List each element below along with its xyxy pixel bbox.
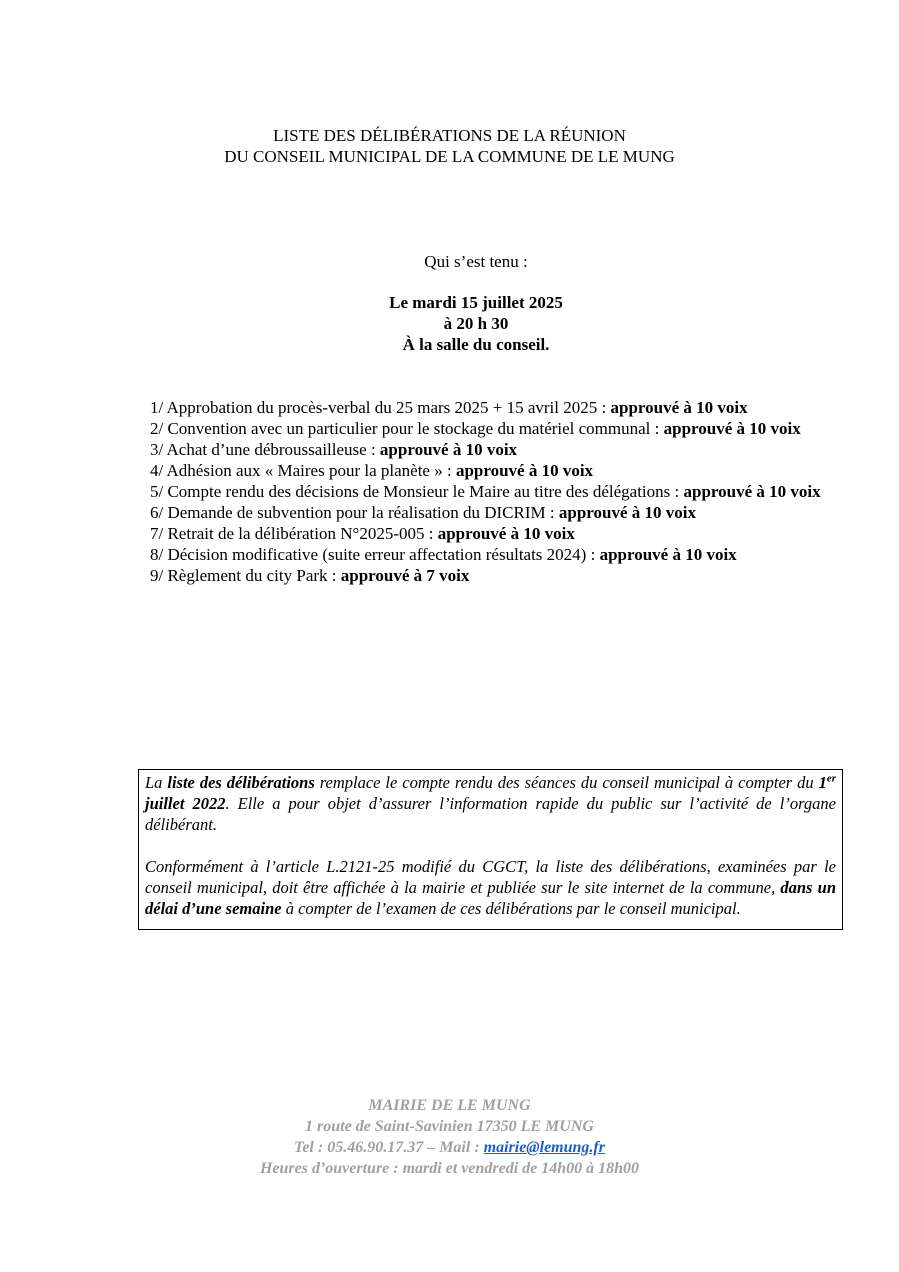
deliberation-item xyxy=(150,460,845,481)
notice-date-rest: juillet 2022 xyxy=(145,794,226,813)
deliberation-result: approuvé à 10 voix xyxy=(379,440,518,459)
notice-text: La xyxy=(145,773,168,792)
meeting-time: à 20 h 30 xyxy=(443,314,509,333)
deliberation-item xyxy=(150,439,845,460)
deliberation-text: 8/ Décision modificative (suite erreur affectation résultats 2024) : xyxy=(150,545,600,564)
deliberation-item xyxy=(150,544,845,565)
footer-contact xyxy=(0,1137,899,1158)
title-line-2: DU CONSEIL MUNICIPAL DE LA COMMUNE DE LE MUNG xyxy=(224,147,675,166)
deliberation-result: approuvé à 7 voix xyxy=(340,566,470,585)
legal-notice-box xyxy=(138,769,843,930)
deliberation-text: 7/ Retrait de la délibération N°2025-005 : xyxy=(150,524,438,543)
notice-text: remplace le compte rendu des séances du conseil municipal à compter du xyxy=(314,773,819,792)
footer-name: MAIRIE DE LE MUNG xyxy=(368,1097,531,1114)
notice-paragraph-1 xyxy=(145,772,836,835)
notice-text: Conformément à l’article L.2121-25 modifié du CGCT, la liste des délibérations, examinées par le conseil municipal, doit être affichée à la mairie et publiée sur le site internet de la commune, xyxy=(145,857,836,897)
deliberation-text: 1/ Approbation du procès-verbal du 25 mars 2025 + 15 avril 2025 : xyxy=(150,398,611,417)
deliberation-result: approuvé à 10 voix xyxy=(437,524,575,543)
notice-emphasis: liste des délibérations xyxy=(167,773,315,792)
deliberation-text: 9/ Règlement du city Park : xyxy=(150,566,341,585)
notice-text: à compter de l’examen de ces délibérations par le conseil municipal. xyxy=(281,899,741,918)
meeting-date: Le mardi 15 juillet 2025 xyxy=(389,293,563,312)
document-title xyxy=(0,125,899,167)
deliberation-item xyxy=(150,397,845,418)
deliberation-result: approuvé à 10 voix xyxy=(455,461,594,480)
footer-phone: Tel : 05.46.90.17.37 – Mail : xyxy=(294,1139,484,1156)
meeting-details xyxy=(0,292,899,355)
deliberation-item xyxy=(150,523,845,544)
deliberation-text: 3/ Achat d’une débroussailleuse : xyxy=(150,440,380,459)
deliberation-result: approuvé à 10 voix xyxy=(683,482,821,501)
deliberation-text: 5/ Compte rendu des décisions de Monsieur le Maire au titre des délégations : xyxy=(150,482,684,501)
deliberation-text: 6/ Demande de subvention pour la réalisation du DICRIM : xyxy=(150,503,559,522)
footer-email-link[interactable]: mairie@lemung.fr xyxy=(483,1139,605,1156)
footer xyxy=(0,1095,899,1179)
deliberation-text: 4/ Adhésion aux « Maires pour la planète » : xyxy=(150,461,456,480)
notice-date-day: 1 xyxy=(818,773,827,792)
title-line-1: LISTE DES DÉLIBÉRATIONS DE LA RÉUNION xyxy=(273,126,626,145)
deliberation-result: approuvé à 10 voix xyxy=(558,503,696,522)
footer-address: 1 route de Saint-Savinien 17350 LE MUNG xyxy=(305,1118,594,1135)
notice-emphasis: dans un délai d’une semaine xyxy=(145,878,836,918)
deliberation-item xyxy=(150,502,845,523)
meeting-place: À la salle du conseil. xyxy=(402,335,550,354)
footer-hours: Heures d’ouverture : mardi et vendredi de 14h00 à 18h00 xyxy=(259,1160,640,1177)
notice-text: . Elle a pour objet d’assurer l’information rapide du public sur l’activité de l’organe délibérant. xyxy=(145,794,837,834)
meeting-intro: Qui s’est tenu : xyxy=(424,252,528,271)
notice-date-sup: er xyxy=(826,772,836,785)
deliberation-text: 2/ Convention avec un particulier pour le stockage du matériel communal : xyxy=(150,419,664,438)
deliberation-item xyxy=(150,418,845,439)
deliberation-result: approuvé à 10 voix xyxy=(663,419,801,438)
deliberation-result: approuvé à 10 voix xyxy=(610,398,748,417)
deliberation-result: approuvé à 10 voix xyxy=(599,545,737,564)
deliberation-item xyxy=(150,565,845,586)
deliberations-list xyxy=(150,397,845,586)
notice-paragraph-2 xyxy=(145,856,836,919)
deliberation-item xyxy=(150,481,845,502)
